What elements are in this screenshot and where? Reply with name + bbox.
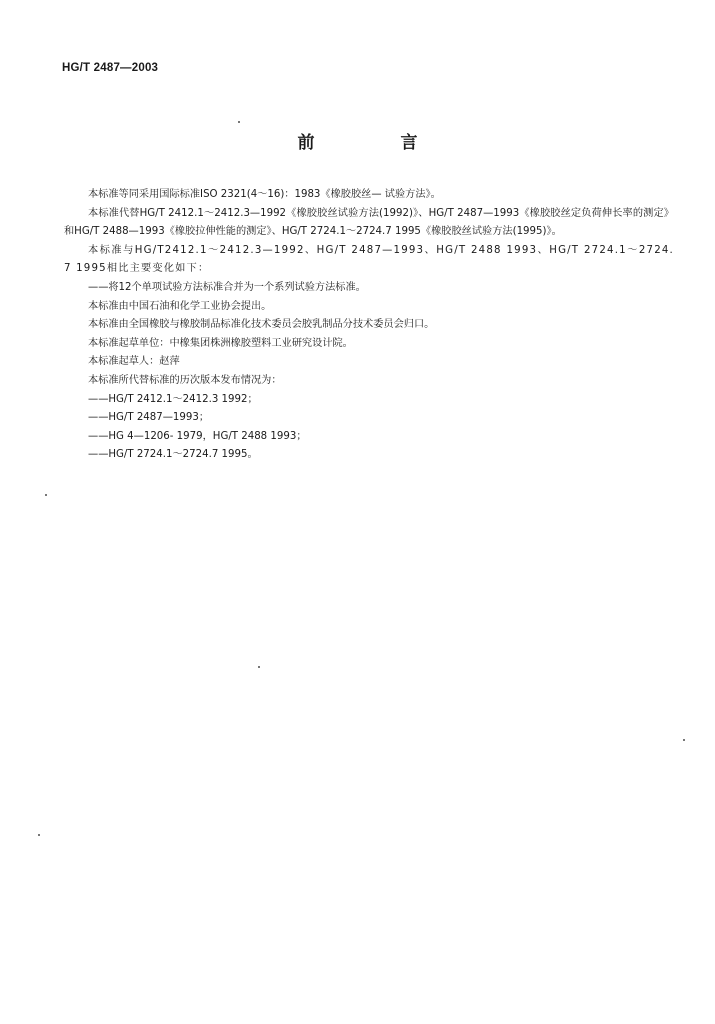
scan-speck [45,494,47,496]
scan-speck [258,666,260,668]
paragraph-proposed-by: 本标准由中国石油和化学工业协会提出。 [88,300,272,312]
history-item: ——HG/T 2487—1993； [88,412,210,424]
paragraph-history-intro: 本标准所代替标准的历次版本发布情况为： [88,374,282,386]
foreword-body [64,186,674,465]
scan-speck [238,121,240,123]
foreword-title: 前 言 [297,133,458,153]
paragraph-adoption: 本标准等同采用国际标准ISO 2321(4～16)：1983《橡胶胶丝— 试验方法》。 [88,189,441,200]
history-item: ——HG 4—1206- 1979，HG/T 2488 1993； [88,430,307,442]
scan-speck [38,834,40,836]
paragraph-comparison: 本标准与HG/T2412.1～2412.3—1992、HG/T 2487—1993、HG/T 2488 1993、HG/T 2724.1～2724.7 1995相比主要变化如下： [64,244,674,275]
history-item: ——HG/T 2724.1～2724.7 1995。 [88,449,258,461]
standard-code: HG/T 2487—2003 [62,62,159,74]
history-item: ——HG/T 2412.1～2412.3 1992； [88,393,258,405]
paragraph-under-jurisdiction: 本标准由全国橡胶与橡胶制品标准化技术委员会胶乳制品分技术委员会归口。 [88,319,435,331]
paragraph-drafting-unit: 本标准起草单位：中橡集团株洲橡胶塑料工业研究设计院。 [88,337,353,349]
paragraph-main-change: ——将12个单项试验方法标准合并为一个系列试验方法标准。 [88,281,366,293]
paragraph-drafter: 本标准起草人：赵萍 [88,356,180,368]
scan-speck [683,739,685,741]
paragraph-replaces: 本标准代替HG/T 2412.1～2412.3—1992《橡胶胶丝试验方法(1992)》、HG/T 2487—1993《橡胶胶丝定负荷伸长率的测定》和HG/T 2488—1993《橡胶拉伸性能的测定》、HG/T 2724.1～2724.7 1995《橡胶胶丝试验方法(1995)》。 [64,207,674,238]
